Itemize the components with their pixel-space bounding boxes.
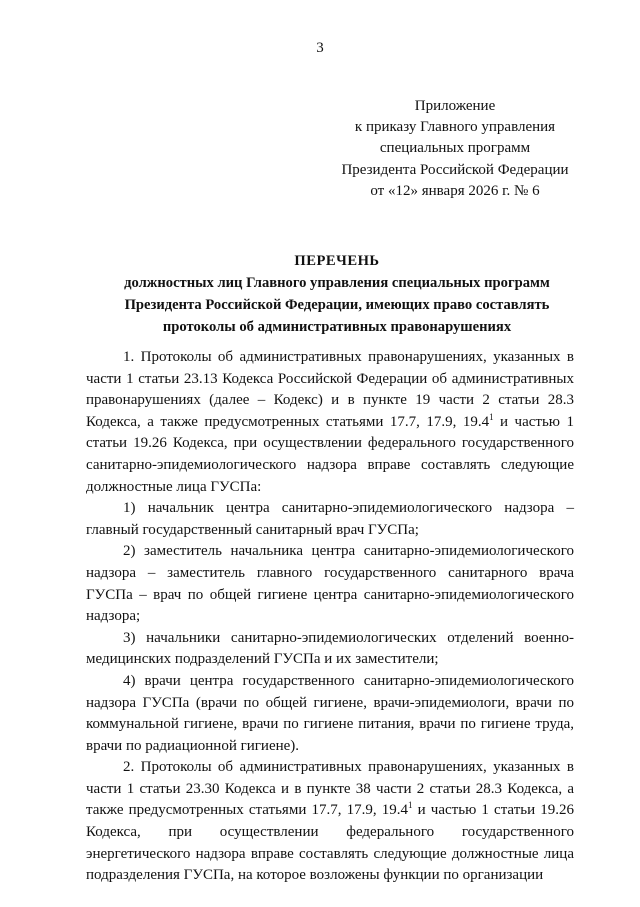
appendix-line: Приложение xyxy=(414,98,496,114)
paragraph-2 xyxy=(86,757,574,887)
title-line: протоколы об административных правонарушениях xyxy=(162,319,512,335)
superscript: 1 xyxy=(408,800,413,811)
title-heading: ПЕРЕЧЕНЬ xyxy=(294,253,380,269)
appendix-header xyxy=(330,96,580,202)
appendix-line: Президента Российской Федерации xyxy=(341,161,569,178)
superscript: 1 xyxy=(489,411,494,422)
list-item-3: 3) начальники санитарно-эпидемиологических отделений военно-медицинских подразделений ГУСПа и их заместители; xyxy=(86,629,574,668)
appendix-line: от «12» января 2026 г. № 6 xyxy=(370,182,540,199)
title-line: Президента Российской Федерации, имеющих право составлять xyxy=(124,297,550,313)
list-item-2: 2) заместитель начальника центра санитарно-эпидемиологического надзора – заместитель главного государственного санитарного врача ГУСПа – врач по общей гигиене центра санитарно-эпидемиологического надзора; xyxy=(86,543,574,625)
appendix-line: к приказу Главного управления xyxy=(354,119,556,136)
paragraph-text: 2. Протоколы об административных правонарушениях, указанных в части 1 статьи 23.30 Кодекса и в пункте 38 части 2 статьи 28.3 Кодекса, а также предусмотренных статьями 17.7, 17.9, 19.4 xyxy=(86,759,574,819)
appendix-line: специальных программ xyxy=(379,140,531,157)
list-item-4: 4) врачи центра государственного санитарно-эпидемиологического надзора ГУСПа (врачи по общей гигиене, врачи-эпидемиологи, врачи по коммунальной гигиене, врачи по гигиене питания, врачи по гигиене труда, врачи по радиационной гигиене). xyxy=(86,672,574,754)
title-line: должностных лиц Главного управления специальных программ xyxy=(124,275,550,291)
paragraph-text: 1. Протоколы об административных правонарушениях, указанных в части 1 статьи 23.13 Кодекса Российской Федерации об административных правонарушениях (далее – Кодекс) и в пункте 19 части 2 статьи 28.3 Кодекса, а также предусмотренных статьями 17.7, 17.9, 19.4 xyxy=(86,349,574,430)
paragraph-text: и частью 1 статьи 19.26 Кодекса, при осуществлении федерального государственного санитарно-эпидемиологического надзора вправе составлять следующие должностные лица ГУСПа: xyxy=(86,413,574,495)
document-body xyxy=(86,347,574,887)
paragraph-text: и частью 1 статьи 19.26 Кодекса, при осуществлении федерального государственного энергетического надзора вправе составлять следующие должностные лица подразделения ГУСПа, на которое возложены функции по организации xyxy=(86,802,575,884)
paragraph-1 xyxy=(86,347,574,498)
document-title xyxy=(96,250,578,338)
page-number: 3 xyxy=(316,40,324,56)
list-item-1: 1) начальник центра санитарно-эпидемиологического надзора – главный государственный санитарный врач ГУСПа; xyxy=(86,500,574,538)
